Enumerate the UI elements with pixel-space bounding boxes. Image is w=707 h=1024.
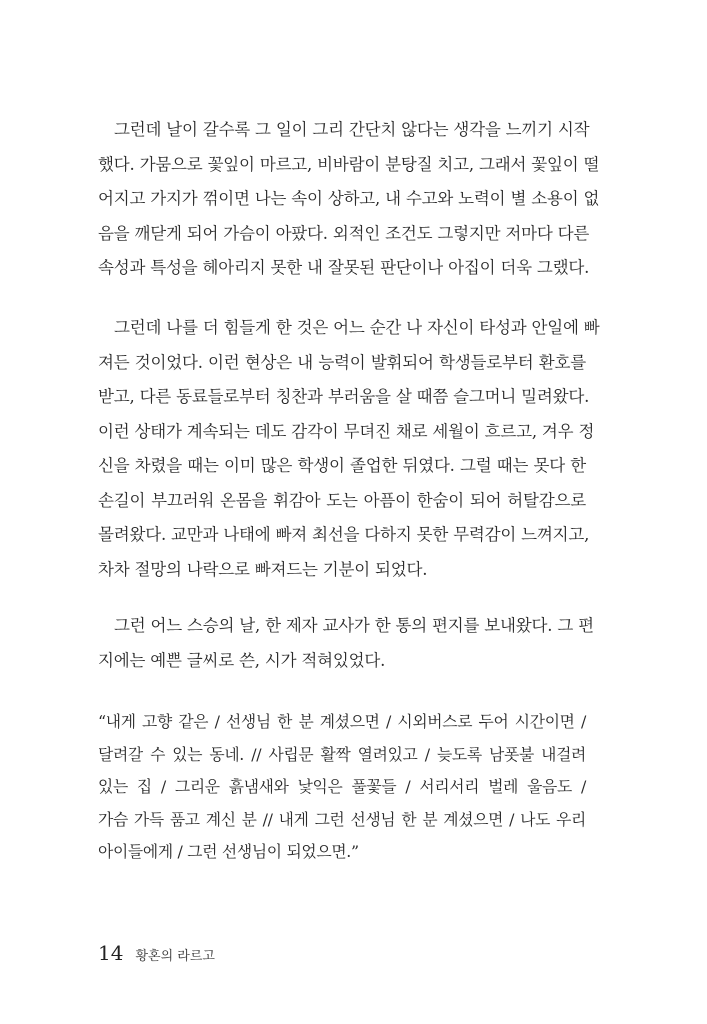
book-title: 황혼의 라르고: [135, 949, 215, 964]
text-line: 몰려왔다. 교만과 나태에 빠져 최선을 다하지 못한 무력감이 느껴지고,: [98, 525, 590, 544]
text-line: 속성과 특성을 헤아리지 못한 내 잘못된 판단이나 아집이 더욱 그랬다.: [98, 258, 590, 277]
text-line: 져든 것이었다. 이런 현상은 내 능력이 발휘되어 학생들로부터 환호를: [98, 352, 586, 372]
quote-line: 아이들에게 / 그런 선생님이 되었으면.”: [98, 842, 359, 861]
quote-line: 있는 집 / 그리운 흙냄새와 낯익은 풀꽃들 / 서리서리 벌레 울음도 /: [98, 777, 586, 796]
text-line: 그런데 날이 갈수록 그 일이 그리 간단치 않다는 생각을 느끼기 시작: [114, 120, 590, 139]
text-line: 그런 어느 스승의 날, 한 제자 교사가 한 통의 편지를 보내왔다. 그 편: [114, 616, 594, 635]
text-line: 그런데 나를 더 힘들게 한 것은 어느 순간 나 자신이 타성과 안일에 빠: [114, 318, 600, 337]
text-line: 손길이 부끄러워 온몸을 휘감아 도는 아픔이 한숨이 되어 허탈감으로: [98, 490, 586, 510]
page-number: 14: [98, 941, 124, 965]
paragraph-3: [98, 609, 594, 678]
text-line: 음을 깨닫게 되어 가슴이 아팠다. 외적인 조건도 그렇지만 저마다 다른: [98, 223, 590, 243]
text-line: 받고, 다른 동료들로부터 칭찬과 부러움을 살 때쯤 슬그머니 밀려왔다.: [98, 387, 590, 406]
poem-quote: [98, 706, 586, 869]
quote-line: “내게 고향 같은 / 선생님 한 분 계셨으면 / 시외버스로 두어 시간이면 /: [98, 712, 586, 731]
paragraph-2: [98, 311, 600, 587]
quote-line: 달려갈 수 있는 동네. // 사립문 활짝 열려있고 / 늦도록 남폿불 내걸려: [98, 744, 586, 764]
quote-line: 가슴 가득 품고 계신 분 // 내게 그런 선생님 한 분 계셨으면 / 나도 우리: [98, 809, 586, 829]
text-line: 차차 절망의 나락으로 빠져드는 기분이 되었다.: [98, 559, 428, 579]
text-line: 했다. 가뭄으로 꽃잎이 마르고, 비바람이 분탕질 치고, 그래서 꽃잎이 떨: [98, 154, 600, 174]
text-line: 이런 상태가 계속되는 데도 감각이 무뎌진 채로 세월이 흐르고, 겨우 정: [98, 421, 595, 441]
page-footer: [98, 941, 215, 965]
text-line: 어지고 가지가 꺾이면 나는 속이 상하고, 내 수고와 노력이 별 소용이 없: [98, 189, 600, 208]
text-line: 지에는 예쁜 글씨로 쓴, 시가 적혀있었다.: [98, 650, 386, 670]
paragraph-1: [98, 113, 600, 286]
text-line: 신을 차렸을 때는 이미 많은 학생이 졸업한 뒤였다. 그럴 때는 못다 한: [98, 456, 586, 475]
